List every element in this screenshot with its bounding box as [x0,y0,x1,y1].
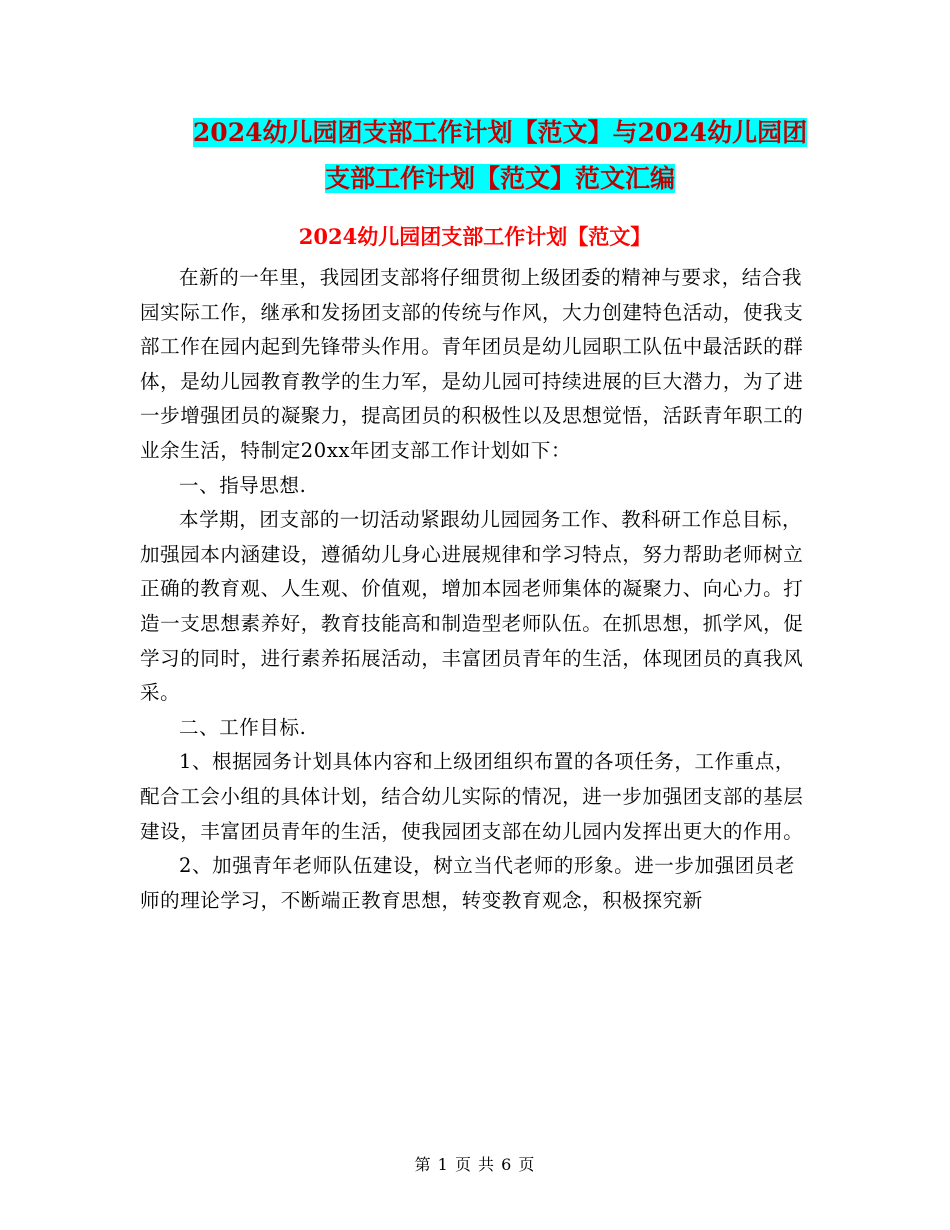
page-footer: 第 1 页 共 6 页 [414,1155,536,1174]
document-title-line-1: 2024幼儿园团支部工作计划【范文】与2024幼儿园团 [192,118,808,147]
document-title-line-2: 支部工作计划【范文】范文汇编 [324,164,675,193]
document-body [140,261,815,918]
paragraph-goal-2: 2、加强青年老师队伍建设，树立当代老师的形象。进一步加强团员老师的理论学习，不断端正教育思想，转变教育观念，积极探究新 [140,854,796,912]
paragraph-intro: 在新的一年里，我园团支部将仔细贯彻上级团委的精神与要求，结合我园实际工作，继承和发扬团支部的传统与作风，大力创建特色活动，使我支部工作在园内起到先锋带头作用。青年团员是幼儿园职工队伍中最活跃的群体，是幼儿园教育教学的生力军，是幼儿园可持续进展的巨大潜力，为了进一步增强团员的凝聚力，提高团员的积极性以及思想觉悟，活跃青年职工的业余生活，特制定20xx年团支部工作计划如下： [140,266,804,462]
document-title [140,110,860,202]
paragraph-guiding-ideology: 本学期，团支部的一切活动紧跟幼儿园园务工作、教科研工作总目标，加强园本内涵建设，遵循幼儿身心进展规律和学习特点，努力帮助老师树立正确的教育观、人生观、价值观，增加本园老师集体的凝聚力、向心力。打造一支思想素养好，教育技能高和制造型老师队伍。在抓思想，抓学风，促学习的同时，进行素养拓展活动，丰富团员青年的生活，体现团员的真我风采。 [140,508,804,705]
heading-work-goals: 二、工作目标. [179,715,307,739]
section-title: 2024幼儿园团支部工作计划【范文】 [298,224,652,249]
heading-guiding-ideology: 一、指导思想. [179,473,307,497]
paragraph-goal-1: 1、根据园务计划具体内容和上级团组织布置的各项任务，工作重点，配合工会小组的具体计划，结合幼儿实际的情况，进一步加强团支部的基层建设，丰富团员青年的生活，使我园团支部在幼儿园内发挥出更大的作用。 [140,750,804,843]
